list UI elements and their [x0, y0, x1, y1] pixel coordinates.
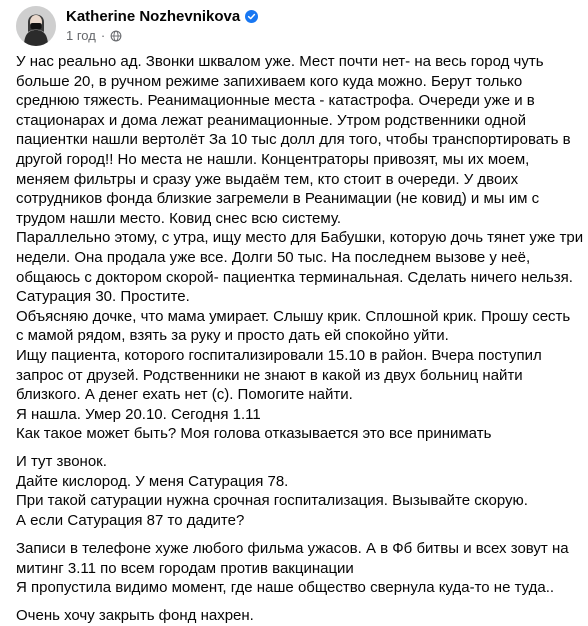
post-text-line: Параллельно этому, с утра, ищу место для Бабушки, которую дочь тянет уже три — [16, 229, 584, 247]
author-avatar[interactable] — [16, 6, 56, 46]
post-body-text — [16, 52, 582, 626]
post-text-line: недели. Она продала уже все. Долги 50 тыс. На последнем вызове у неё, — [16, 248, 531, 266]
post-text-line: пациентки нашли вертолёт За 10 тыс долл для того, чтобы транспортировать в — [16, 131, 571, 149]
post-text-line: И тут звонок. — [16, 453, 107, 471]
post-text-line: При такой сатурации нужна срочная госпитализация. Вызывайте скорую. — [16, 492, 528, 510]
post-text-line: трудом нашли место. Ковид снес всю систему. — [16, 209, 342, 227]
post-text-line: Как такое может быть? Моя голова отказывается это все принимать — [16, 425, 492, 443]
post-text-line: митинг 3.11 по всем городам против вакцинации — [16, 559, 354, 577]
post-text-line: Очень хочу закрыть фонд нахрен. — [16, 607, 254, 625]
post-text-line: с мамой рядом, взять за руку и просто дать ей спокойно уйти. — [16, 327, 449, 345]
post-text-line: общаюсь с доктором скорой- пациентка терминальная. Сделать ничего нельзя. — [16, 268, 573, 286]
meta-separator: · — [100, 28, 106, 43]
paragraph-gap — [16, 531, 582, 539]
post-text-line: Объясняю дочке, что мама умирает. Слышу крик. Сплошной крик. Прошу сесть — [16, 307, 571, 325]
post-text-line: Я нашла. Умер 20.10. Сегодня 1.11 — [16, 405, 261, 423]
post-text-line: Записи в телефоне хуже любого фильма ужасов. А в Фб битвы и всех зовут на — [16, 540, 569, 558]
post-text-line: А если Сатурация 87 то дадите? — [16, 512, 245, 530]
post-timestamp[interactable]: 1 год — [66, 28, 96, 43]
post-text-line: больше 20, в ручном режиме запихиваем кого куда можно. Берут только — [16, 72, 523, 90]
post-text-line: близкого. А денег ехать нет (с). Помогите найти. — [16, 386, 353, 404]
post-text-line: Дайте кислород. У меня Сатурация 78. — [16, 472, 289, 490]
post-text-line: запрос от друзей. Родственники не знают в какой из двух больниц найти — [16, 366, 523, 384]
verified-badge-icon — [245, 10, 258, 23]
post-text-line: меняем фильтры и сразу уже выдаём тем, кто стоит в очереди. У двоих — [16, 170, 519, 188]
post-text-line: среднюю тяжесть. Реанимационные места - катастрофа. Очереди уже и в — [16, 92, 535, 110]
author-row — [66, 8, 258, 25]
post-meta — [66, 28, 122, 43]
paragraph-gap — [16, 598, 582, 606]
post-text-line: Сатурация 30. Простите. — [16, 288, 190, 306]
post-text-line: стационарах и дома лежат реанимационные. Утром родственники одной — [16, 111, 526, 129]
avatar-photo-icon — [16, 6, 56, 46]
post-text-line: Ищу пациента, которого госпитализировали 15.10 в район. Вчера поступил — [16, 346, 542, 364]
globe-icon[interactable] — [110, 30, 122, 42]
post-text-line: сотрудников фонда близкие загремели в Реанимации (не ковид) и мы им с — [16, 190, 540, 208]
author-name[interactable]: Katherine Nozhevnikova — [66, 8, 241, 25]
post-text-line: У нас реально ад. Звонки шквалом уже. Мест почти нет- на весь город чуть — [16, 53, 544, 70]
post-text-line: другой город!! Но места не нашли. Концентраторы привозят, мы их моем, — [16, 150, 530, 168]
paragraph-gap — [16, 444, 582, 452]
post-text-line: Я пропустила видимо момент, где наше общество свернула куда-то не туда.. — [16, 579, 555, 597]
